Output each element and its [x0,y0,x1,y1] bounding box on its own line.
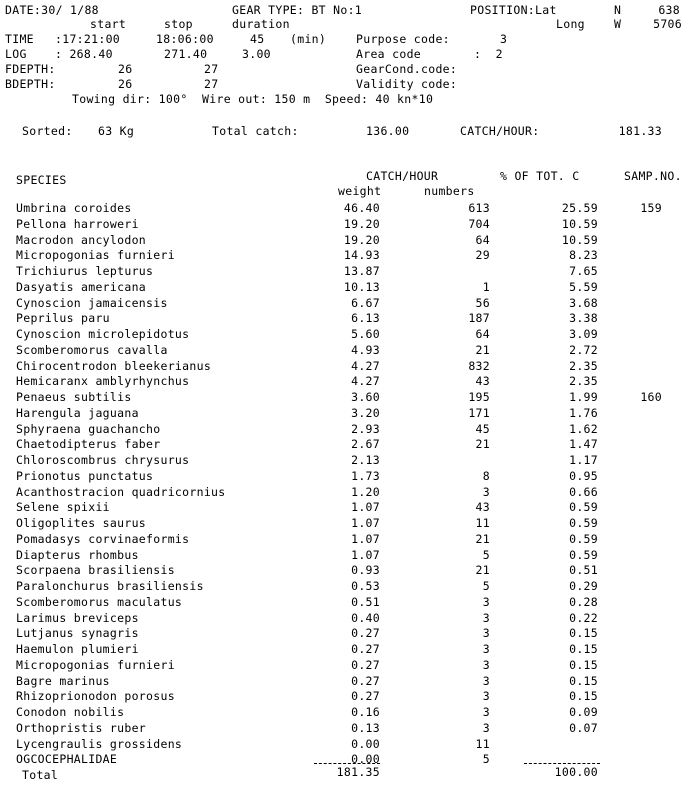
catch-weight: 0.53 [351,579,380,593]
catch-weight: 0.16 [351,705,380,719]
pct-of-total: 2.35 [569,374,598,388]
pct-of-total: 0.07 [569,721,598,735]
total-pct: 100.00 [554,765,598,779]
catch-numbers: 5 [482,752,490,766]
catch-weight: 0.27 [351,626,380,640]
area-code-label: Area code [356,47,422,61]
species-name: Scorpaena brasiliensis [16,563,175,577]
catch-numbers: 5 [482,548,490,562]
pct-of-total: 3.09 [569,327,598,341]
catch-numbers: 45 [475,422,490,436]
catch-hour-label: CATCH/HOUR: [460,124,540,138]
validity-label: Validity code: [356,77,458,91]
species-name: Acanthostracion quadricornius [16,485,226,499]
area-code-value: : 2 [474,47,503,61]
catch-hour-header: CATCH/HOUR [366,169,439,183]
catch-numbers: 3 [482,674,490,688]
catch-numbers: 64 [475,327,490,341]
log-stop: 271.40 [164,47,208,61]
pct-of-total: 0.59 [569,532,598,546]
catch-weight: 0.93 [351,563,380,577]
catch-weight: 19.20 [343,217,380,231]
log-start: : 268.40 [55,47,113,61]
species-header: SPECIES [16,173,67,187]
catch-weight: 0.13 [351,721,380,735]
fdepth-stop: 27 [204,62,219,76]
total-catch-value: 136.00 [366,124,410,138]
time-stop: 18:06:00 [156,32,214,46]
pct-of-total: 1.17 [569,453,598,467]
catch-numbers: 64 [475,233,490,247]
catch-weight: 5.60 [351,327,380,341]
long-value: 5706 [653,17,682,31]
catch-numbers: 3 [482,689,490,703]
sample-number: 159 [640,201,662,215]
pct-of-total: 7.65 [569,264,598,278]
catch-weight: 14.93 [343,248,380,262]
species-name: Chloroscombrus chrysurus [16,453,190,467]
catch-numbers: 43 [475,374,490,388]
catch-numbers: 29 [475,248,490,262]
species-name: Oligoplites saurus [16,516,147,530]
pct-of-total: 0.66 [569,485,598,499]
catch-numbers: 3 [482,485,490,499]
catch-weight: 46.40 [343,201,380,215]
bdepth-label: BDEPTH: [5,77,56,91]
gearcond-label: GearCond.code: [356,62,458,76]
catch-weight: 0.27 [351,674,380,688]
fdepth-label: FDEPTH: [5,62,56,76]
species-name: Micropogonias furnieri [16,248,175,262]
catch-hour-value: 181.33 [618,124,662,138]
pct-of-total: 1.76 [569,406,598,420]
catch-numbers: 8 [482,469,490,483]
pct-of-total: 1.47 [569,437,598,451]
catch-weight: 2.67 [351,437,380,451]
catch-weight: 0.27 [351,642,380,656]
catch-numbers: 704 [468,217,490,231]
species-name: Penaeus subtilis [16,390,132,404]
species-name: Orthopristis ruber [16,721,147,735]
sample-number: 160 [640,390,662,404]
sorted-value: 63 Kg [98,124,135,138]
catch-numbers: 56 [475,296,490,310]
catch-weight: 19.20 [343,233,380,247]
pct-of-total: 1.62 [569,422,598,436]
catch-weight: 0.51 [351,595,380,609]
catch-weight: 3.20 [351,406,380,420]
lat-value: 638 [658,3,680,17]
catch-numbers: 11 [475,516,490,530]
pct-of-total: 3.38 [569,311,598,325]
catch-numbers: 21 [475,343,490,357]
col-duration-header: duration [232,17,290,31]
catch-weight: 1.20 [351,485,380,499]
time-label: TIME [5,32,34,46]
col-start-header: start [90,17,127,31]
catch-numbers: 613 [468,201,490,215]
catch-weight: 10.13 [343,280,380,294]
species-name: Chaetodipterus faber [16,437,161,451]
catch-numbers: 21 [475,532,490,546]
purpose-code-value: 3 [500,32,508,46]
catch-numbers: 3 [482,642,490,656]
towing-info: Towing dir: 100° Wire out: 150 m Speed: 40 kn*10 [72,92,434,106]
catch-numbers: 3 [482,611,490,625]
catch-weight: 1.07 [351,500,380,514]
species-name: Cynoscion jamaicensis [16,296,168,310]
catch-weight: 1.07 [351,548,380,562]
catch-numbers: 11 [475,737,490,751]
pct-of-total: 0.29 [569,579,598,593]
sample-number-header: SAMP.NO. [624,169,682,183]
pct-of-total: 1.99 [569,390,598,404]
species-name: Harengula jaguana [16,406,139,420]
species-name: Scomberomorus maculatus [16,595,183,609]
log-duration: 3.00 [242,47,271,61]
catch-numbers: 3 [482,595,490,609]
bdepth-start: 26 [118,77,133,91]
pct-of-total: 3.68 [569,296,598,310]
weight-total-rule [314,763,380,764]
catch-numbers: 21 [475,563,490,577]
catch-weight: 0.00 [351,752,380,766]
catch-numbers: 187 [468,311,490,325]
long-label: Long [556,17,585,31]
catch-numbers: 832 [468,359,490,373]
lat-hemisphere: N [614,3,622,17]
total-label: Total [22,768,59,782]
species-name: Conodon nobilis [16,705,125,719]
catch-weight: 1.07 [351,516,380,530]
long-hemisphere: W [614,17,622,31]
catch-weight: 13.87 [343,264,380,278]
catch-weight: 1.07 [351,532,380,546]
species-name: Umbrina coroides [16,201,132,215]
time-duration: 45 [250,32,265,46]
species-name: Lycengraulis grossidens [16,737,183,751]
species-name: Sphyraena guachancho [16,422,161,436]
gear-type: GEAR TYPE: BT No:1 [232,3,363,17]
species-name: Peprilus paru [16,311,110,325]
catch-numbers: 3 [482,721,490,735]
catch-numbers: 3 [482,626,490,640]
pct-of-total: 8.23 [569,248,598,262]
catch-weight: 4.27 [351,374,380,388]
catch-weight: 0.27 [351,689,380,703]
pct-of-total: 0.59 [569,516,598,530]
pct-of-total: 10.59 [561,233,598,247]
catch-numbers: 21 [475,437,490,451]
species-name: Paralonchurus brasiliensis [16,579,204,593]
species-name: Bagre marinus [16,674,110,688]
catch-weight: 0.00 [351,737,380,751]
time-start: :17:21:00 [55,32,121,46]
species-name: Rhizoprionodon porosus [16,689,175,703]
catch-weight: 2.13 [351,453,380,467]
species-name: Macrodon ancylodon [16,233,147,247]
pct-of-total: 0.59 [569,500,598,514]
time-unit: (min) [290,32,327,46]
species-name: Cynoscion microlepidotus [16,327,190,341]
species-name: Hemicaranx amblyrhynchus [16,374,190,388]
pct-of-total: 0.51 [569,563,598,577]
species-name: Pellona harroweri [16,217,139,231]
catch-numbers: 3 [482,658,490,672]
catch-weight: 3.60 [351,390,380,404]
pct-of-total: 0.15 [569,674,598,688]
catch-weight: 4.27 [351,359,380,373]
species-name: Prionotus punctatus [16,469,154,483]
pct-of-total: 2.35 [569,359,598,373]
pct-of-total: 0.15 [569,658,598,672]
catch-weight: 2.93 [351,422,380,436]
pct-of-total: 0.22 [569,611,598,625]
date-label: DATE:30/ 1/88 [5,3,99,17]
catch-weight: 6.13 [351,311,380,325]
pct-of-total: 5.59 [569,280,598,294]
species-name: Haemulon plumieri [16,642,139,656]
pct-of-total: 25.59 [561,201,598,215]
bdepth-stop: 27 [204,77,219,91]
pct-of-total: 0.15 [569,642,598,656]
species-name: Lutjanus synagris [16,626,139,640]
catch-weight: 0.27 [351,658,380,672]
purpose-code-label: Purpose code: [356,32,450,46]
catch-weight: 1.73 [351,469,380,483]
pct-of-total: 0.95 [569,469,598,483]
species-name: Diapterus rhombus [16,548,139,562]
pct-of-total: 0.09 [569,705,598,719]
pct-of-total: 2.72 [569,343,598,357]
catch-numbers: 171 [468,406,490,420]
species-name: Chirocentrodon bleekerianus [16,359,212,373]
total-catch-label: Total catch: [212,124,299,138]
weight-header: weight [338,184,382,198]
fdepth-start: 26 [118,62,133,76]
sorted-label: Sorted: [22,124,73,138]
species-name: Trichiurus lepturus [16,264,154,278]
catch-numbers: 43 [475,500,490,514]
species-name: Selene spixii [16,500,110,514]
species-name: OGCOCEPHALIDAE [16,752,118,766]
species-name: Scomberomorus cavalla [16,343,168,357]
pct-of-total: 0.28 [569,595,598,609]
pct-of-total: 10.59 [561,217,598,231]
species-name: Dasyatis americana [16,280,147,294]
catch-weight: 6.67 [351,296,380,310]
catch-numbers: 5 [482,579,490,593]
catch-numbers: 1 [482,280,490,294]
species-name: Micropogonias furnieri [16,658,175,672]
log-label: LOG [5,47,27,61]
pct-of-total: 0.59 [569,548,598,562]
pct-of-total: 0.15 [569,689,598,703]
pct-total-header: % OF TOT. C [500,169,580,183]
numbers-header: numbers [424,184,475,198]
species-name: Pomadasys corvinaeformis [16,532,190,546]
col-stop-header: stop [164,17,193,31]
position-label: POSITION:Lat [470,3,557,17]
total-weight: 181.35 [336,765,380,779]
catch-weight: 0.40 [351,611,380,625]
catch-numbers: 195 [468,390,490,404]
pct-total-rule [524,763,600,764]
pct-of-total: 0.15 [569,626,598,640]
catch-numbers: 3 [482,705,490,719]
species-name: Larimus breviceps [16,611,139,625]
catch-weight: 4.93 [351,343,380,357]
